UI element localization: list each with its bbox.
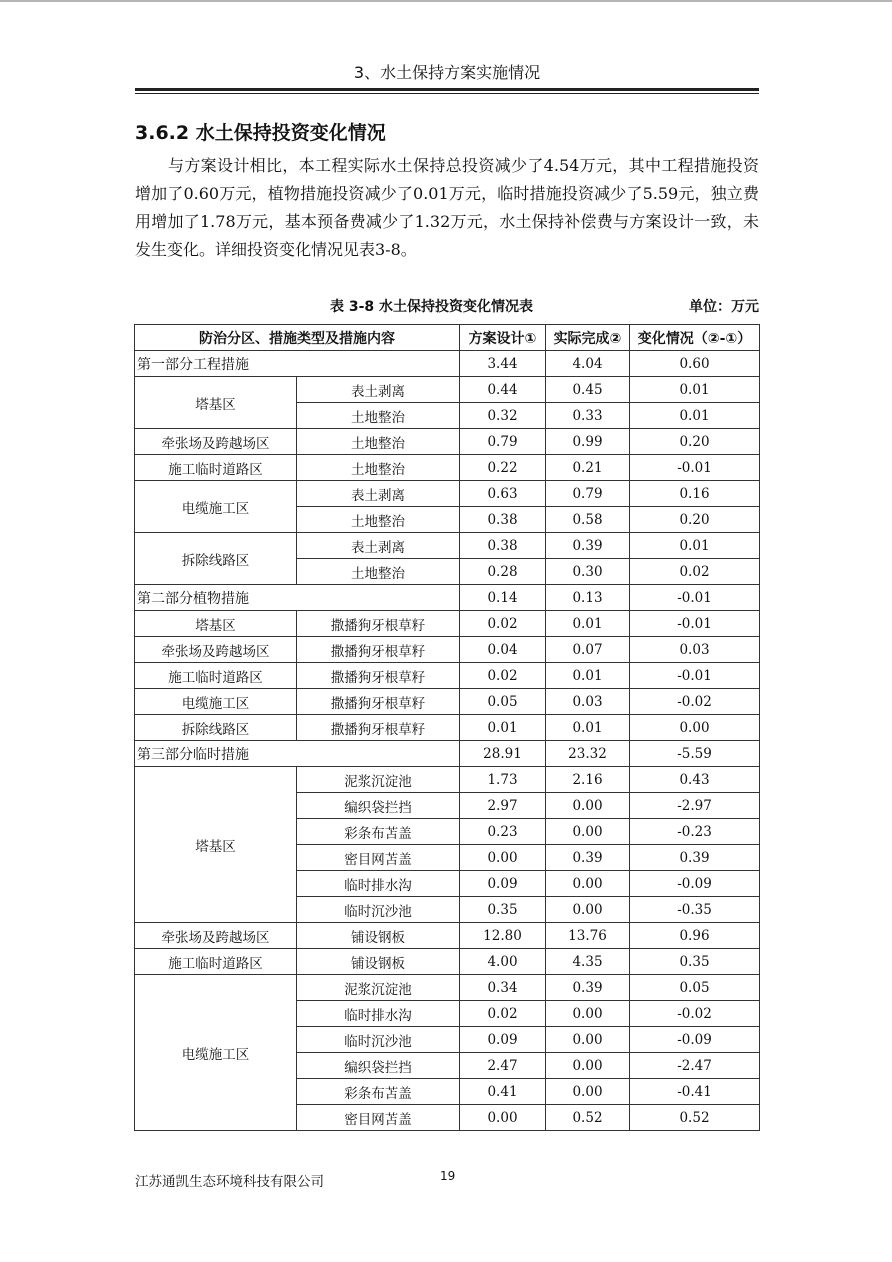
change-value-cell: 0.01: [630, 377, 760, 403]
header-cell-plan: 方案设计①: [460, 325, 546, 351]
table-row: [135, 949, 760, 975]
plan-value-cell: 0.41: [460, 1079, 546, 1105]
measure-cell: 表土剥离: [297, 481, 460, 507]
measure-cell: 土地整治: [297, 559, 460, 585]
plan-value-cell: 4.00: [460, 949, 546, 975]
actual-value-cell: 0.00: [546, 871, 630, 897]
zone-cell: 牵张场及跨越场区: [135, 637, 297, 663]
table-caption: 表 3-8 水土保持投资变化情况表: [330, 299, 534, 315]
table-row: [135, 429, 760, 455]
actual-value-cell: 0.79: [546, 481, 630, 507]
table-body: [135, 351, 760, 1131]
header-rule-thin: [135, 93, 759, 94]
change-value-cell: -0.35: [630, 897, 760, 923]
plan-value-cell: 0.22: [460, 455, 546, 481]
header-cell-category: 防治分区、措施类型及措施内容: [135, 325, 460, 351]
change-value-cell: 0.35: [630, 949, 760, 975]
measure-cell: 临时排水沟: [297, 871, 460, 897]
change-value-cell: 0.03: [630, 637, 760, 663]
change-value-cell: 0.05: [630, 975, 760, 1001]
change-value-cell: -0.01: [630, 611, 760, 637]
table-row: [135, 455, 760, 481]
actual-value-cell: 0.30: [546, 559, 630, 585]
measure-cell: 泥浆沉淀池: [297, 767, 460, 793]
change-value-cell: 0.39: [630, 845, 760, 871]
plan-value-cell: 0.28: [460, 559, 546, 585]
actual-value-cell: 0.58: [546, 507, 630, 533]
actual-value-cell: 0.00: [546, 897, 630, 923]
change-value-cell: -0.01: [630, 663, 760, 689]
part-plan-value: 3.44: [460, 351, 546, 377]
zone-cell: 电缆施工区: [135, 975, 297, 1131]
table-row: [135, 533, 760, 559]
measure-cell: 密目网苫盖: [297, 845, 460, 871]
plan-value-cell: 1.73: [460, 767, 546, 793]
measure-cell: 撒播狗牙根草籽: [297, 611, 460, 637]
measure-cell: 表土剥离: [297, 533, 460, 559]
part-label: 第二部分植物措施: [135, 585, 460, 611]
plan-value-cell: 0.09: [460, 1027, 546, 1053]
plan-value-cell: 0.02: [460, 663, 546, 689]
zone-cell: 塔基区: [135, 611, 297, 637]
actual-value-cell: 0.33: [546, 403, 630, 429]
plan-value-cell: 12.80: [460, 923, 546, 949]
measure-cell: 撒播狗牙根草籽: [297, 689, 460, 715]
actual-value-cell: 0.45: [546, 377, 630, 403]
change-value-cell: -2.97: [630, 793, 760, 819]
table-unit: 单位：万元: [689, 299, 759, 315]
zone-cell: 施工临时道路区: [135, 949, 297, 975]
change-value-cell: 0.43: [630, 767, 760, 793]
measure-cell: 撒播狗牙根草籽: [297, 715, 460, 741]
change-value-cell: -0.02: [630, 689, 760, 715]
table-row: [135, 377, 760, 403]
actual-value-cell: 0.39: [546, 975, 630, 1001]
part-row: [135, 351, 760, 377]
measure-cell: 编织袋拦挡: [297, 793, 460, 819]
change-value-cell: -0.09: [630, 871, 760, 897]
actual-value-cell: 0.00: [546, 819, 630, 845]
plan-value-cell: 2.47: [460, 1053, 546, 1079]
measure-cell: 土地整治: [297, 403, 460, 429]
change-value-cell: 0.20: [630, 507, 760, 533]
plan-value-cell: 0.44: [460, 377, 546, 403]
measure-cell: 撒播狗牙根草籽: [297, 663, 460, 689]
plan-value-cell: 0.04: [460, 637, 546, 663]
measure-cell: 铺设钢板: [297, 923, 460, 949]
change-value-cell: 0.16: [630, 481, 760, 507]
part-actual-value: 4.04: [546, 351, 630, 377]
part-row: [135, 585, 760, 611]
measure-cell: 泥浆沉淀池: [297, 975, 460, 1001]
plan-value-cell: 0.01: [460, 715, 546, 741]
plan-value-cell: 0.63: [460, 481, 546, 507]
actual-value-cell: 0.39: [546, 533, 630, 559]
actual-value-cell: 0.01: [546, 715, 630, 741]
actual-value-cell: 0.00: [546, 1001, 630, 1027]
table-row: [135, 767, 760, 793]
actual-value-cell: 0.01: [546, 611, 630, 637]
change-value-cell: 0.00: [630, 715, 760, 741]
part-change-value: -5.59: [630, 741, 760, 767]
table-row: [135, 689, 760, 715]
measure-cell: 密目网苫盖: [297, 1105, 460, 1131]
plan-value-cell: 0.34: [460, 975, 546, 1001]
change-value-cell: -2.47: [630, 1053, 760, 1079]
change-value-cell: -0.09: [630, 1027, 760, 1053]
measure-cell: 临时沉沙池: [297, 897, 460, 923]
measure-cell: 编织袋拦挡: [297, 1053, 460, 1079]
actual-value-cell: 13.76: [546, 923, 630, 949]
measure-cell: 临时沉沙池: [297, 1027, 460, 1053]
actual-value-cell: 0.00: [546, 1027, 630, 1053]
change-value-cell: -0.02: [630, 1001, 760, 1027]
table-row: [135, 637, 760, 663]
change-value-cell: 0.01: [630, 533, 760, 559]
plan-value-cell: 0.23: [460, 819, 546, 845]
plan-value-cell: 0.38: [460, 533, 546, 559]
actual-value-cell: 0.99: [546, 429, 630, 455]
header-cell-change: 变化情况（②-①）: [630, 325, 760, 351]
part-label: 第三部分临时措施: [135, 741, 460, 767]
change-value-cell: 0.20: [630, 429, 760, 455]
part-plan-value: 28.91: [460, 741, 546, 767]
table-header-row: [135, 325, 760, 351]
part-row: [135, 741, 760, 767]
actual-value-cell: 0.21: [546, 455, 630, 481]
part-change-value: -0.01: [630, 585, 760, 611]
actual-value-cell: 0.00: [546, 793, 630, 819]
actual-value-cell: 0.52: [546, 1105, 630, 1131]
measure-cell: 彩条布苫盖: [297, 819, 460, 845]
plan-value-cell: 0.05: [460, 689, 546, 715]
plan-value-cell: 0.32: [460, 403, 546, 429]
zone-cell: 拆除线路区: [135, 533, 297, 585]
header-rule-thick: [135, 88, 759, 91]
measure-cell: 土地整治: [297, 507, 460, 533]
actual-value-cell: 0.03: [546, 689, 630, 715]
plan-value-cell: 0.02: [460, 611, 546, 637]
measure-cell: 表土剥离: [297, 377, 460, 403]
table-row: [135, 611, 760, 637]
actual-value-cell: 0.00: [546, 1079, 630, 1105]
actual-value-cell: 0.07: [546, 637, 630, 663]
measure-cell: 临时排水沟: [297, 1001, 460, 1027]
measure-cell: 土地整治: [297, 455, 460, 481]
zone-cell: 拆除线路区: [135, 715, 297, 741]
measure-cell: 彩条布苫盖: [297, 1079, 460, 1105]
part-plan-value: 0.14: [460, 585, 546, 611]
table-row: [135, 923, 760, 949]
change-value-cell: -0.41: [630, 1079, 760, 1105]
measure-cell: 铺设钢板: [297, 949, 460, 975]
page-number: 19: [440, 1169, 456, 1183]
running-header: 3、水土保持方案实施情况: [353, 63, 541, 82]
zone-cell: 电缆施工区: [135, 689, 297, 715]
plan-value-cell: 0.38: [460, 507, 546, 533]
table-row: [135, 715, 760, 741]
footer-company: 江苏通凯生态环境科技有限公司: [135, 1174, 324, 1190]
zone-cell: 塔基区: [135, 377, 297, 429]
body-paragraph: 与方案设计相比，本工程实际水土保持总投资减少了4.54万元，其中工程措施投资增加了0.60万元，植物措施投资减少了0.01万元，临时措施投资减少了5.59元，独立费用增加了1.78万元，基本预备费减少了1.32万元，水土保持补偿费与方案设计一致，未发生变化。详细投资变化情况见表3-8。: [135, 156, 759, 259]
change-value-cell: 0.02: [630, 559, 760, 585]
table-row: [135, 481, 760, 507]
change-value-cell: 0.52: [630, 1105, 760, 1131]
zone-cell: 施工临时道路区: [135, 663, 297, 689]
part-change-value: 0.60: [630, 351, 760, 377]
plan-value-cell: 2.97: [460, 793, 546, 819]
measure-cell: 撒播狗牙根草籽: [297, 637, 460, 663]
table-row: [135, 663, 760, 689]
plan-value-cell: 0.02: [460, 1001, 546, 1027]
part-label: 第一部分工程措施: [135, 351, 460, 377]
page-top-border: [0, 0, 892, 2]
plan-value-cell: 0.35: [460, 897, 546, 923]
zone-cell: 牵张场及跨越场区: [135, 923, 297, 949]
change-value-cell: -0.01: [630, 455, 760, 481]
plan-value-cell: 0.79: [460, 429, 546, 455]
part-actual-value: 23.32: [546, 741, 630, 767]
header-cell-actual: 实际完成②: [546, 325, 630, 351]
actual-value-cell: 2.16: [546, 767, 630, 793]
zone-cell: 电缆施工区: [135, 481, 297, 533]
actual-value-cell: 0.39: [546, 845, 630, 871]
plan-value-cell: 0.09: [460, 871, 546, 897]
measure-cell: 土地整治: [297, 429, 460, 455]
zone-cell: 牵张场及跨越场区: [135, 429, 297, 455]
change-value-cell: -0.23: [630, 819, 760, 845]
actual-value-cell: 0.01: [546, 663, 630, 689]
actual-value-cell: 4.35: [546, 949, 630, 975]
actual-value-cell: 0.00: [546, 1053, 630, 1079]
zone-cell: 施工临时道路区: [135, 455, 297, 481]
investment-table: [134, 324, 760, 1131]
part-actual-value: 0.13: [546, 585, 630, 611]
table-row: [135, 975, 760, 1001]
section-title: 3.6.2 水土保持投资变化情况: [135, 122, 386, 144]
change-value-cell: 0.01: [630, 403, 760, 429]
plan-value-cell: 0.00: [460, 1105, 546, 1131]
plan-value-cell: 0.00: [460, 845, 546, 871]
zone-cell: 塔基区: [135, 767, 297, 923]
change-value-cell: 0.96: [630, 923, 760, 949]
